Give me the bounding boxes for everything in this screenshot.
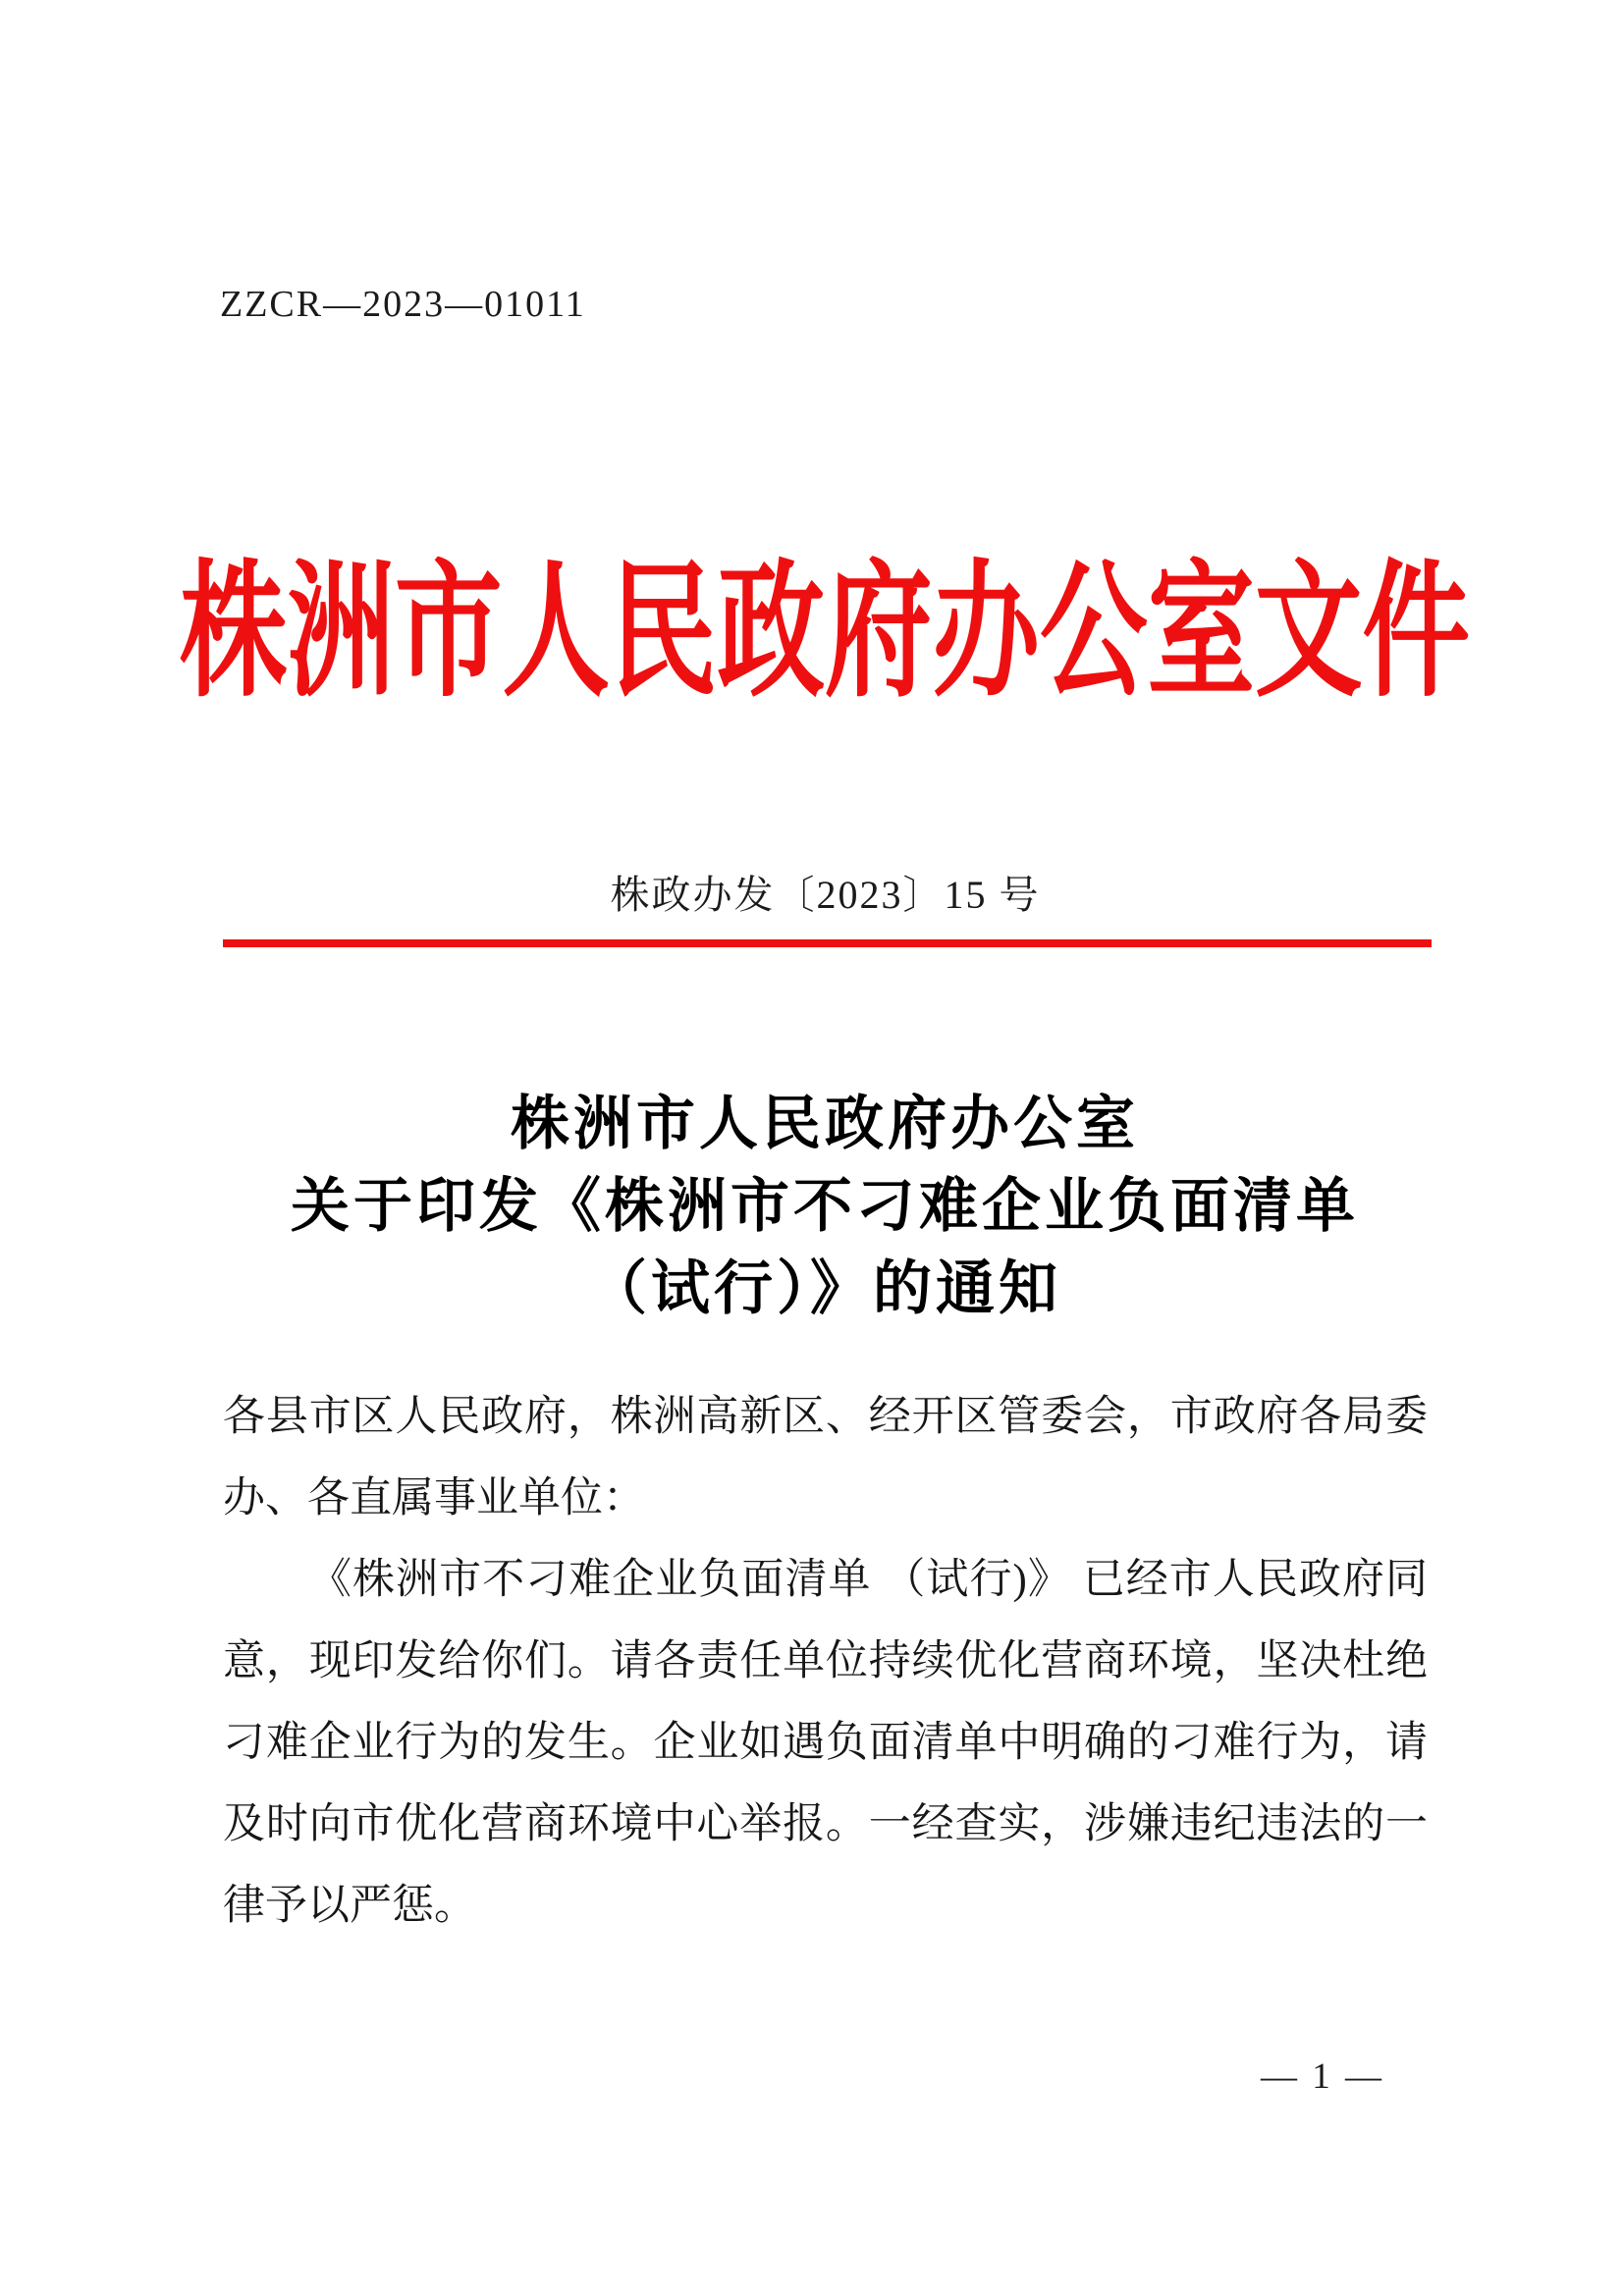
notice-title-line-2: 关于印发《株洲市不刁难企业负面清单: [291, 1174, 1359, 1239]
body-line: 办、各直属事业单位：: [223, 1475, 645, 1522]
body-line: 及时向市优化营商环境中心举报。一经查实，涉嫌违纪违法的一: [223, 1801, 1428, 1847]
body-line: 《株洲市不刁难企业负面清单 （试行)》 已经市人民政府同: [309, 1557, 1428, 1603]
notice-title-line-3: （试行）》的通知: [588, 1256, 1061, 1321]
doc-reference-number: 株政办发〔2023〕15 号: [610, 873, 1041, 917]
body-line: 各县市区人民政府，株洲高新区、经开区管委会，市政府各局委: [223, 1394, 1428, 1440]
body-line: 刁难企业行为的发生。企业如遇负面清单中明确的刁难行为，请: [223, 1720, 1428, 1766]
notice-body: [223, 1376, 1428, 1947]
archival-code: ZZCR—2023—01011: [220, 284, 586, 325]
red-masthead-title: 株洲市人民政府办公室文件: [179, 552, 1471, 715]
red-divider-line: [223, 939, 1432, 947]
body-line: 意，现印发给你们。请各责任单位持续优化营商环境，坚决杜绝: [223, 1638, 1428, 1684]
body-line: 律予以严惩。: [223, 1883, 476, 1929]
notice-title-line-1: 株洲市人民政府办公室: [511, 1092, 1139, 1156]
page-number: — 1 —: [1261, 2056, 1384, 2097]
notice-title: [111, 1083, 1539, 1330]
